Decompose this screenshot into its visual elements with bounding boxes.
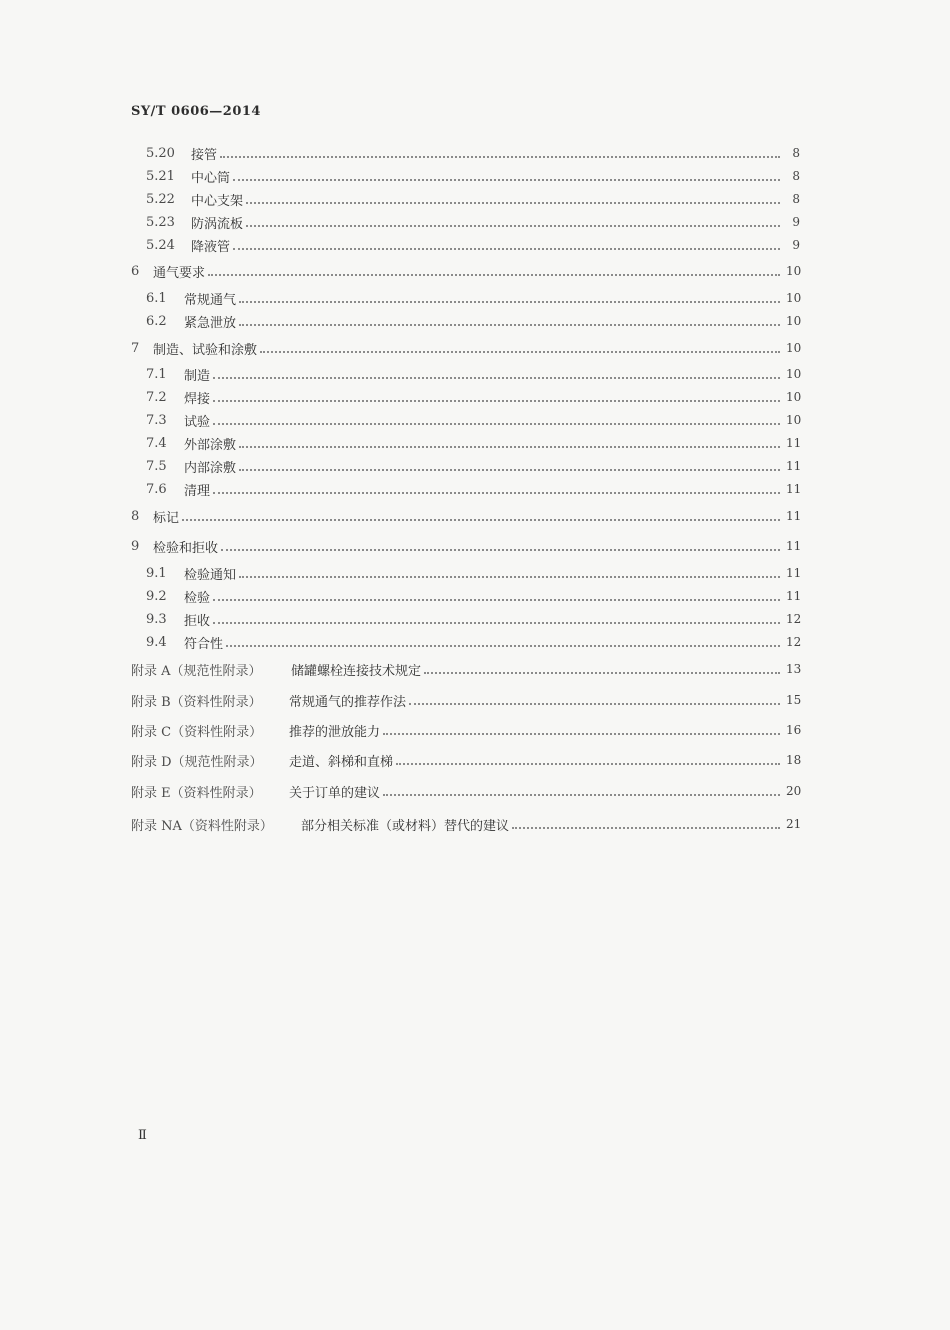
dot-leader bbox=[409, 702, 780, 705]
toc-entry-page: 9 bbox=[792, 215, 800, 229]
dot-leader bbox=[233, 178, 780, 181]
dot-leader bbox=[424, 671, 780, 674]
toc-entry[interactable] bbox=[131, 781, 800, 801]
toc-entry-number: 6.1 bbox=[146, 290, 167, 306]
dot-leader bbox=[213, 491, 780, 494]
toc-entry-number: 5.23 bbox=[146, 214, 175, 230]
toc-entry-title: 走道、斜梯和直梯 bbox=[289, 754, 394, 770]
toc-entry[interactable] bbox=[146, 433, 800, 453]
toc-entry-number: 9.1 bbox=[146, 565, 167, 581]
toc-entry-page: 10 bbox=[786, 390, 802, 404]
toc-entry-number: 附录 A（规范性附录） bbox=[131, 663, 262, 679]
toc-entry-page: 11 bbox=[786, 436, 802, 450]
toc-entry-page: 18 bbox=[786, 753, 802, 767]
toc-entry-title: 外部涂敷 bbox=[184, 437, 237, 453]
toc-entry-page: 11 bbox=[786, 509, 802, 523]
toc-entry[interactable] bbox=[146, 456, 800, 476]
toc-entry-title: 紧急泄放 bbox=[184, 315, 237, 331]
toc-entry-page: 16 bbox=[786, 723, 802, 737]
toc-entry[interactable] bbox=[146, 166, 800, 186]
toc-entry[interactable] bbox=[131, 261, 800, 281]
toc-entry-title: 防涡流板 bbox=[191, 216, 244, 232]
toc-entry-number: 5.24 bbox=[146, 237, 175, 253]
toc-entry-title: 常规通气的推荐作法 bbox=[289, 694, 407, 710]
dot-leader bbox=[233, 247, 780, 250]
toc-entry-title: 检验和拒收 bbox=[153, 540, 219, 556]
toc-entry-number: 5.20 bbox=[146, 145, 175, 161]
toc-entry-number: 9.2 bbox=[146, 588, 167, 604]
dot-leader bbox=[213, 598, 780, 601]
toc-entry-page: 8 bbox=[792, 192, 800, 206]
toc-entry-title: 中心支架 bbox=[191, 193, 244, 209]
dot-leader bbox=[239, 575, 780, 578]
dot-leader bbox=[182, 518, 780, 521]
dot-leader bbox=[208, 273, 780, 276]
dot-leader bbox=[239, 323, 780, 326]
toc-entry-title: 接管 bbox=[191, 147, 218, 163]
toc-entry-number: 附录 E（资料性附录） bbox=[131, 785, 262, 801]
toc-entry-title: 通气要求 bbox=[153, 265, 206, 281]
dot-leader bbox=[239, 300, 780, 303]
toc-entry-page: 11 bbox=[786, 459, 802, 473]
toc-entry[interactable] bbox=[146, 235, 800, 255]
dot-leader bbox=[396, 762, 780, 765]
toc-entry[interactable] bbox=[146, 632, 800, 652]
toc-entry[interactable] bbox=[131, 536, 800, 556]
toc-entry-number: 8 bbox=[131, 508, 140, 524]
toc-entry-number: 附录 B（资料性附录） bbox=[131, 694, 262, 710]
dot-leader bbox=[260, 350, 780, 353]
toc-entry[interactable] bbox=[146, 288, 800, 308]
toc-entry-page: 11 bbox=[786, 566, 802, 580]
toc-entry-title: 常规通气 bbox=[184, 292, 237, 308]
toc-entry-page: 10 bbox=[786, 264, 802, 278]
toc-entry[interactable] bbox=[146, 410, 800, 430]
toc-entry-title: 检验通知 bbox=[184, 567, 237, 583]
toc-entry-title: 制造、试验和涂敷 bbox=[153, 342, 258, 358]
toc-entry[interactable] bbox=[131, 690, 800, 710]
toc-entry-number: 7.3 bbox=[146, 412, 167, 428]
toc-entry-title: 检验 bbox=[184, 590, 211, 606]
toc-entry[interactable] bbox=[146, 189, 800, 209]
document-code-header: SY/T 0606—2014 bbox=[131, 104, 261, 119]
toc-entry-number: 5.22 bbox=[146, 191, 175, 207]
toc-entry[interactable] bbox=[131, 814, 800, 834]
toc-entry-number: 5.21 bbox=[146, 168, 175, 184]
toc-entry[interactable] bbox=[131, 338, 800, 358]
toc-entry[interactable] bbox=[146, 143, 800, 163]
toc-entry-title: 降液管 bbox=[191, 239, 231, 255]
toc-entry-number: 7 bbox=[131, 340, 140, 356]
toc-entry-page: 8 bbox=[792, 146, 800, 160]
toc-entry[interactable] bbox=[146, 586, 800, 606]
toc-entry-page: 12 bbox=[786, 635, 802, 649]
toc-entry[interactable] bbox=[146, 364, 800, 384]
toc-entry-page: 11 bbox=[786, 589, 802, 603]
toc-entry-number: 7.2 bbox=[146, 389, 167, 405]
toc-entry-page: 8 bbox=[792, 169, 800, 183]
toc-entry-title: 推荐的泄放能力 bbox=[289, 724, 381, 740]
toc-entry-page: 15 bbox=[786, 693, 802, 707]
dot-leader bbox=[221, 548, 780, 551]
toc-entry-number: 附录 C（资料性附录） bbox=[131, 724, 263, 740]
toc-entry[interactable] bbox=[146, 479, 800, 499]
toc-entry-number: 附录 NA（资料性附录） bbox=[131, 818, 273, 834]
toc-entry-page: 9 bbox=[792, 238, 800, 252]
toc-entry-title: 储罐螺栓连接技术规定 bbox=[291, 663, 422, 679]
toc-entry-page: 10 bbox=[786, 367, 802, 381]
toc-entry-number: 9.4 bbox=[146, 634, 167, 650]
toc-entry-page: 10 bbox=[786, 413, 802, 427]
toc-entry[interactable] bbox=[131, 720, 800, 740]
dot-leader bbox=[220, 155, 780, 158]
toc-entry-title: 关于订单的建议 bbox=[289, 785, 381, 801]
toc-entry-page: 11 bbox=[786, 482, 802, 496]
toc-entry-page: 10 bbox=[786, 341, 802, 355]
toc-entry-page: 21 bbox=[786, 817, 802, 831]
toc-entry-page: 12 bbox=[786, 612, 802, 626]
toc-entry[interactable] bbox=[131, 750, 800, 770]
toc-entry-title: 焊接 bbox=[184, 391, 211, 407]
toc-entry-number: 6 bbox=[131, 263, 140, 279]
toc-entry-page: 13 bbox=[786, 662, 802, 676]
toc-entry[interactable] bbox=[146, 212, 800, 232]
dot-leader bbox=[226, 644, 780, 647]
toc-entry-page: 10 bbox=[786, 314, 802, 328]
dot-leader bbox=[246, 201, 780, 204]
dot-leader bbox=[213, 376, 780, 379]
dot-leader bbox=[512, 826, 780, 829]
dot-leader bbox=[246, 224, 780, 227]
toc-entry-number: 7.6 bbox=[146, 481, 167, 497]
dot-leader bbox=[239, 468, 780, 471]
toc-entry-title: 制造 bbox=[184, 368, 211, 384]
toc-entry-number: 9 bbox=[131, 538, 140, 554]
dot-leader bbox=[383, 732, 780, 735]
toc-entry-title: 标记 bbox=[153, 510, 180, 526]
toc-entry-number: 9.3 bbox=[146, 611, 167, 627]
toc-entry-number: 7.5 bbox=[146, 458, 167, 474]
toc-entry[interactable] bbox=[131, 506, 800, 526]
toc-entry[interactable] bbox=[146, 387, 800, 407]
dot-leader bbox=[213, 422, 780, 425]
toc-entry-number: 7.4 bbox=[146, 435, 167, 451]
toc-entry-page: 11 bbox=[786, 539, 802, 553]
toc-entry-number: 附录 D（规范性附录） bbox=[131, 754, 263, 770]
toc-entry-page: 20 bbox=[786, 784, 802, 798]
toc-entry-title: 拒收 bbox=[184, 613, 211, 629]
toc-entry-number: 6.2 bbox=[146, 313, 167, 329]
toc-entry-title: 内部涂敷 bbox=[184, 460, 237, 476]
toc-entry-number: 7.1 bbox=[146, 366, 167, 382]
toc-entry-title: 部分相关标准（或材料）替代的建议 bbox=[301, 818, 510, 834]
toc-entry[interactable] bbox=[146, 609, 800, 629]
toc-entry-page: 10 bbox=[786, 291, 802, 305]
dot-leader bbox=[213, 621, 780, 624]
toc-entry-title: 中心筒 bbox=[191, 170, 231, 186]
toc-entry-title: 清理 bbox=[184, 483, 211, 499]
toc-entry[interactable] bbox=[146, 311, 800, 331]
toc-entry[interactable] bbox=[131, 659, 800, 679]
page-number-footer: Ⅱ bbox=[138, 1128, 147, 1143]
dot-leader bbox=[213, 399, 780, 402]
toc-entry-title: 符合性 bbox=[184, 636, 224, 652]
toc-entry-title: 试验 bbox=[184, 414, 211, 430]
dot-leader bbox=[239, 445, 780, 448]
dot-leader bbox=[383, 793, 780, 796]
toc-entry[interactable] bbox=[146, 563, 800, 583]
